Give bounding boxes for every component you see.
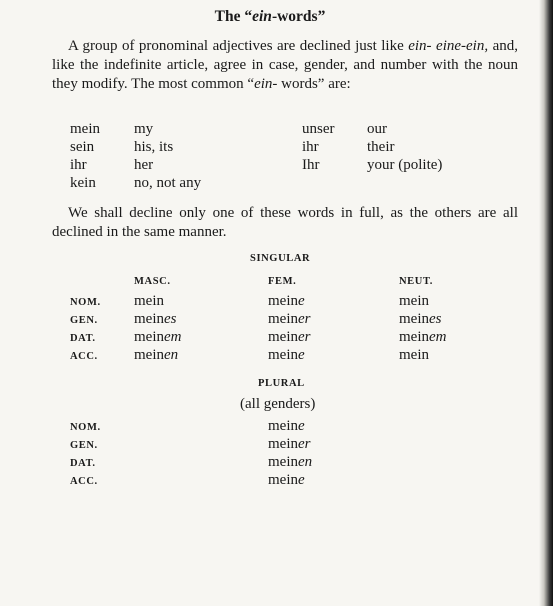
case-label: NOM. (70, 297, 101, 308)
vocab-english: no, not any (134, 175, 202, 191)
case-label: GEN. (70, 440, 98, 451)
intro-text: words” are: (281, 76, 351, 92)
form-stem: mein (268, 436, 298, 452)
form-stem: mein (268, 311, 298, 327)
form-stem: mein (268, 454, 298, 470)
form-ending: en (164, 347, 179, 363)
page-title (0, 8, 540, 26)
form-ending: e (298, 472, 305, 488)
intro-italic: eine-ein, (436, 38, 489, 54)
intro-text: number with the noun they modify. The most common “ (52, 57, 518, 92)
form-fem (268, 311, 311, 328)
form-masc (134, 311, 177, 328)
vocab-german: mein (70, 121, 100, 137)
form-ending: er (298, 311, 311, 327)
title-suffix: -words” (271, 8, 326, 25)
para-text: We shall decline only one of these words in full, as the others (68, 205, 472, 221)
form-plural (268, 472, 305, 489)
form-plural (268, 418, 305, 435)
second-paragraph (52, 204, 518, 242)
singular-heading: SINGULAR (250, 253, 311, 264)
form-ending: es (164, 311, 177, 327)
column-header-neut: NEUT. (399, 276, 434, 287)
form-ending: e (298, 418, 305, 434)
case-label: GEN. (70, 315, 98, 326)
plural-heading: PLURAL (258, 378, 305, 389)
form-stem: mein (399, 311, 429, 327)
vocab-english: your (polite) (367, 157, 443, 173)
form-neut (399, 311, 442, 328)
form-stem: mein (268, 472, 298, 488)
case-label: DAT. (70, 333, 96, 344)
intro-text: and, like the indefinite article, agree in case, gender, and (52, 38, 518, 73)
form-neut (399, 329, 447, 346)
form-neut (399, 347, 429, 364)
title-prefix: The “ (214, 8, 253, 25)
form-ending: er (298, 329, 311, 345)
title-italic: ein (252, 8, 272, 25)
form-fem (268, 329, 311, 346)
case-label: NOM. (70, 422, 101, 433)
form-masc (134, 347, 178, 364)
form-stem: mein (268, 347, 298, 363)
form-stem: mein (268, 293, 298, 309)
form-ending: es (429, 311, 442, 327)
case-label: ACC. (70, 476, 98, 487)
vocab-english: her (134, 157, 154, 173)
vocab-german: sein (70, 139, 95, 155)
column-header-masc: MASC. (134, 276, 171, 287)
form-stem: mein (399, 329, 429, 345)
intro-text: A group of pronominal adjectives are declined just like (68, 38, 409, 54)
intro-paragraph (52, 37, 518, 94)
form-ending: e (298, 347, 305, 363)
form-stem: mein (399, 293, 429, 309)
form-stem: mein (134, 293, 164, 309)
para-text: are all declined in the same manner. (52, 205, 518, 240)
intro-italic: ein- (254, 76, 278, 92)
vocab-english: my (134, 121, 154, 137)
form-stem: mein (134, 329, 164, 345)
form-plural (268, 436, 311, 453)
vocab-english: their (367, 139, 395, 155)
form-plural (268, 454, 312, 471)
form-fem (268, 293, 305, 310)
form-ending: e (298, 293, 305, 309)
vocab-german: ihr (70, 157, 87, 173)
form-fem (268, 347, 305, 364)
form-masc (134, 293, 164, 310)
plural-subheading: (all genders) (240, 396, 316, 412)
vocab-german: Ihr (302, 157, 320, 173)
form-ending: em (164, 329, 182, 345)
case-label: DAT. (70, 458, 96, 469)
vocab-english: our (367, 121, 387, 137)
form-stem: mein (134, 347, 164, 363)
form-masc (134, 329, 182, 346)
page-edge-shadow (539, 0, 553, 606)
form-stem: mein (399, 347, 429, 363)
form-stem: mein (134, 311, 164, 327)
intro-italic: ein- (408, 38, 432, 54)
vocab-english: his, its (134, 139, 174, 155)
form-ending: en (298, 454, 313, 470)
case-label: ACC. (70, 351, 98, 362)
form-stem: mein (268, 418, 298, 434)
form-neut (399, 293, 429, 310)
vocab-german: unser (302, 121, 335, 137)
vocab-german: kein (70, 175, 96, 191)
form-ending: er (298, 436, 311, 452)
form-stem: mein (268, 329, 298, 345)
column-header-fem: FEM. (268, 276, 297, 287)
vocab-german: ihr (302, 139, 319, 155)
form-ending: em (429, 329, 447, 345)
